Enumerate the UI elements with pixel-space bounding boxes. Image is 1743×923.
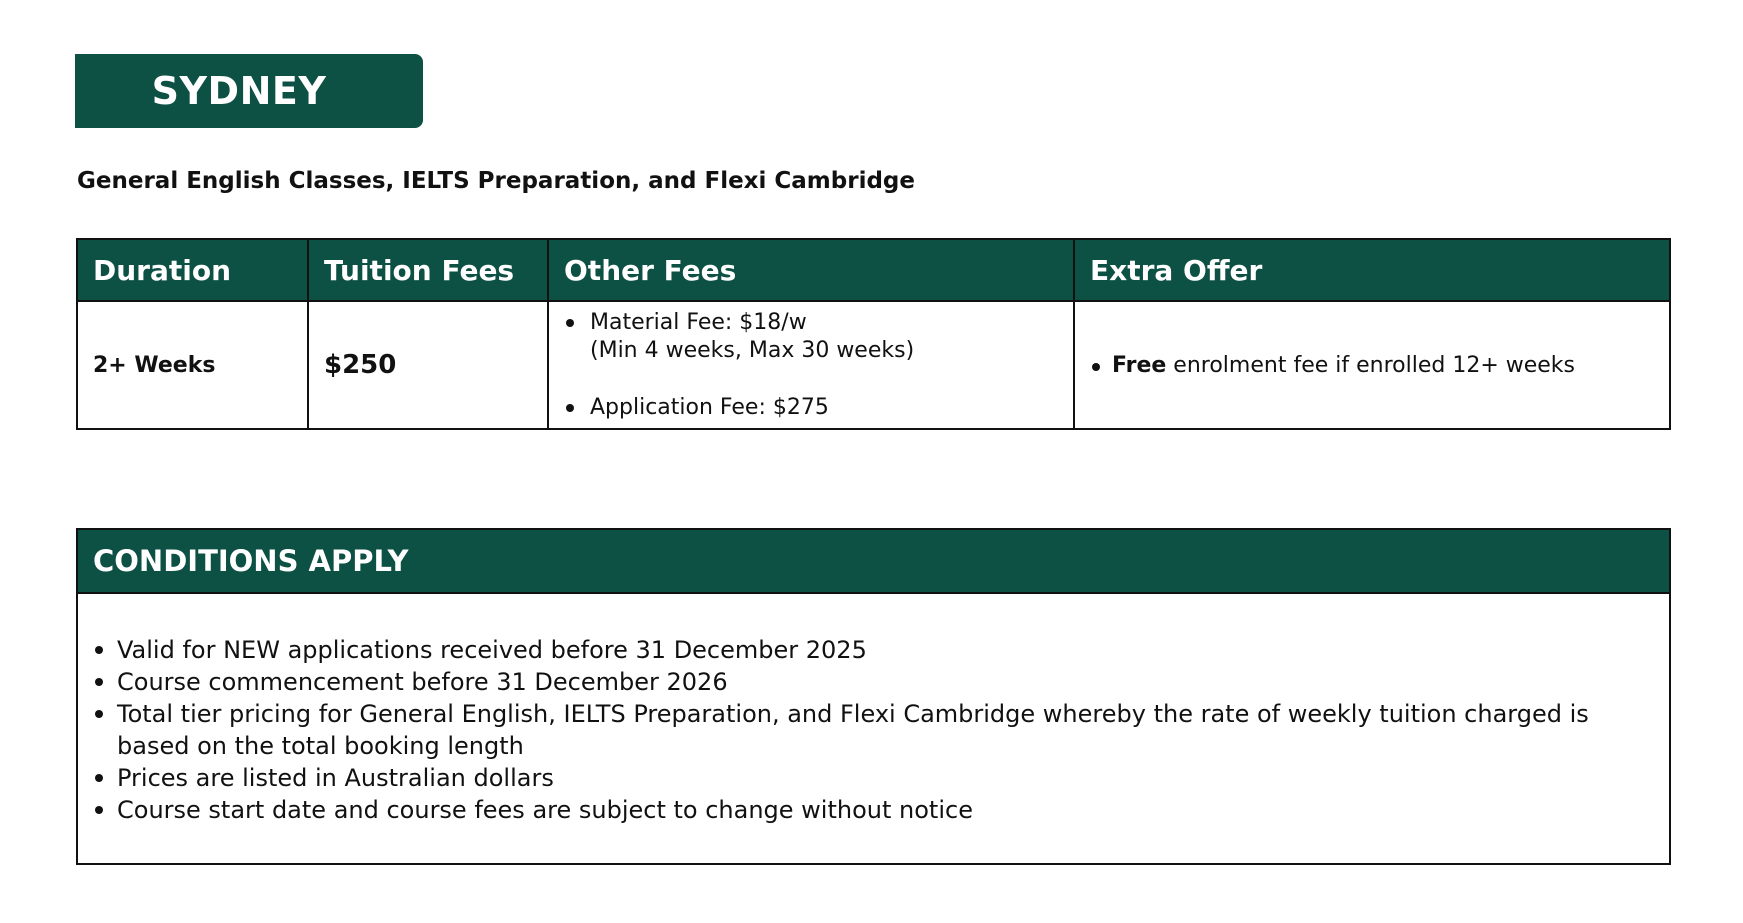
material-fee-line: Material Fee: $18/w bbox=[590, 309, 807, 335]
fees-table bbox=[76, 238, 1671, 430]
extra-offer-text: enrolment fee if enrolled 12+ weeks bbox=[1166, 352, 1576, 378]
cell-extra-offer bbox=[1075, 302, 1669, 428]
conditions-box bbox=[76, 528, 1671, 865]
header-other-fees: Other Fees bbox=[549, 240, 1075, 302]
cell-other-fees bbox=[549, 302, 1075, 428]
bullet-icon bbox=[566, 404, 574, 412]
material-fee-item bbox=[564, 309, 914, 365]
condition-text: Course commencement before 31 December 2026 bbox=[117, 668, 728, 696]
cell-duration: 2+ Weeks bbox=[78, 302, 309, 428]
extra-offer-bold: Free bbox=[1112, 352, 1167, 378]
material-fee-limits: (Min 4 weeks, Max 30 weeks) bbox=[590, 337, 915, 363]
condition-text: Prices are listed in Australian dollars bbox=[117, 764, 554, 792]
bullet-icon bbox=[95, 646, 103, 654]
extra-offer-item bbox=[1090, 353, 1575, 378]
condition-item bbox=[93, 634, 1633, 666]
application-fee-item bbox=[564, 394, 829, 422]
bullet-icon bbox=[95, 678, 103, 686]
application-fee-text: Application Fee: $275 bbox=[590, 394, 829, 420]
city-banner bbox=[75, 54, 423, 128]
header-tuition-fees: Tuition Fees bbox=[309, 240, 549, 302]
condition-text: Valid for NEW applications received before 31 December 2025 bbox=[117, 636, 867, 664]
condition-item bbox=[93, 666, 1633, 698]
course-subtitle: General English Classes, IELTS Preparation, and Flexi Cambridge bbox=[77, 168, 915, 194]
condition-item bbox=[93, 794, 1633, 826]
bullet-icon bbox=[95, 774, 103, 782]
condition-text: Course start date and course fees are subject to change without notice bbox=[117, 796, 973, 824]
condition-text: Total tier pricing for General English, IELTS Preparation, and Flexi Cambridge whereby the rate of weekly tuition charged is based on the total booking length bbox=[117, 700, 1589, 760]
bullet-icon bbox=[1092, 363, 1100, 371]
condition-item bbox=[93, 698, 1633, 762]
bullet-icon bbox=[566, 319, 574, 327]
condition-item bbox=[93, 762, 1633, 794]
conditions-title: CONDITIONS APPLY bbox=[78, 530, 1669, 594]
cell-tuition-price: $250 bbox=[309, 302, 549, 428]
city-title: SYDNEY bbox=[151, 69, 327, 113]
bullet-icon bbox=[95, 806, 103, 814]
bullet-icon bbox=[95, 710, 103, 718]
header-extra-offer: Extra Offer bbox=[1075, 240, 1669, 302]
header-duration: Duration bbox=[78, 240, 309, 302]
conditions-list bbox=[93, 634, 1633, 826]
